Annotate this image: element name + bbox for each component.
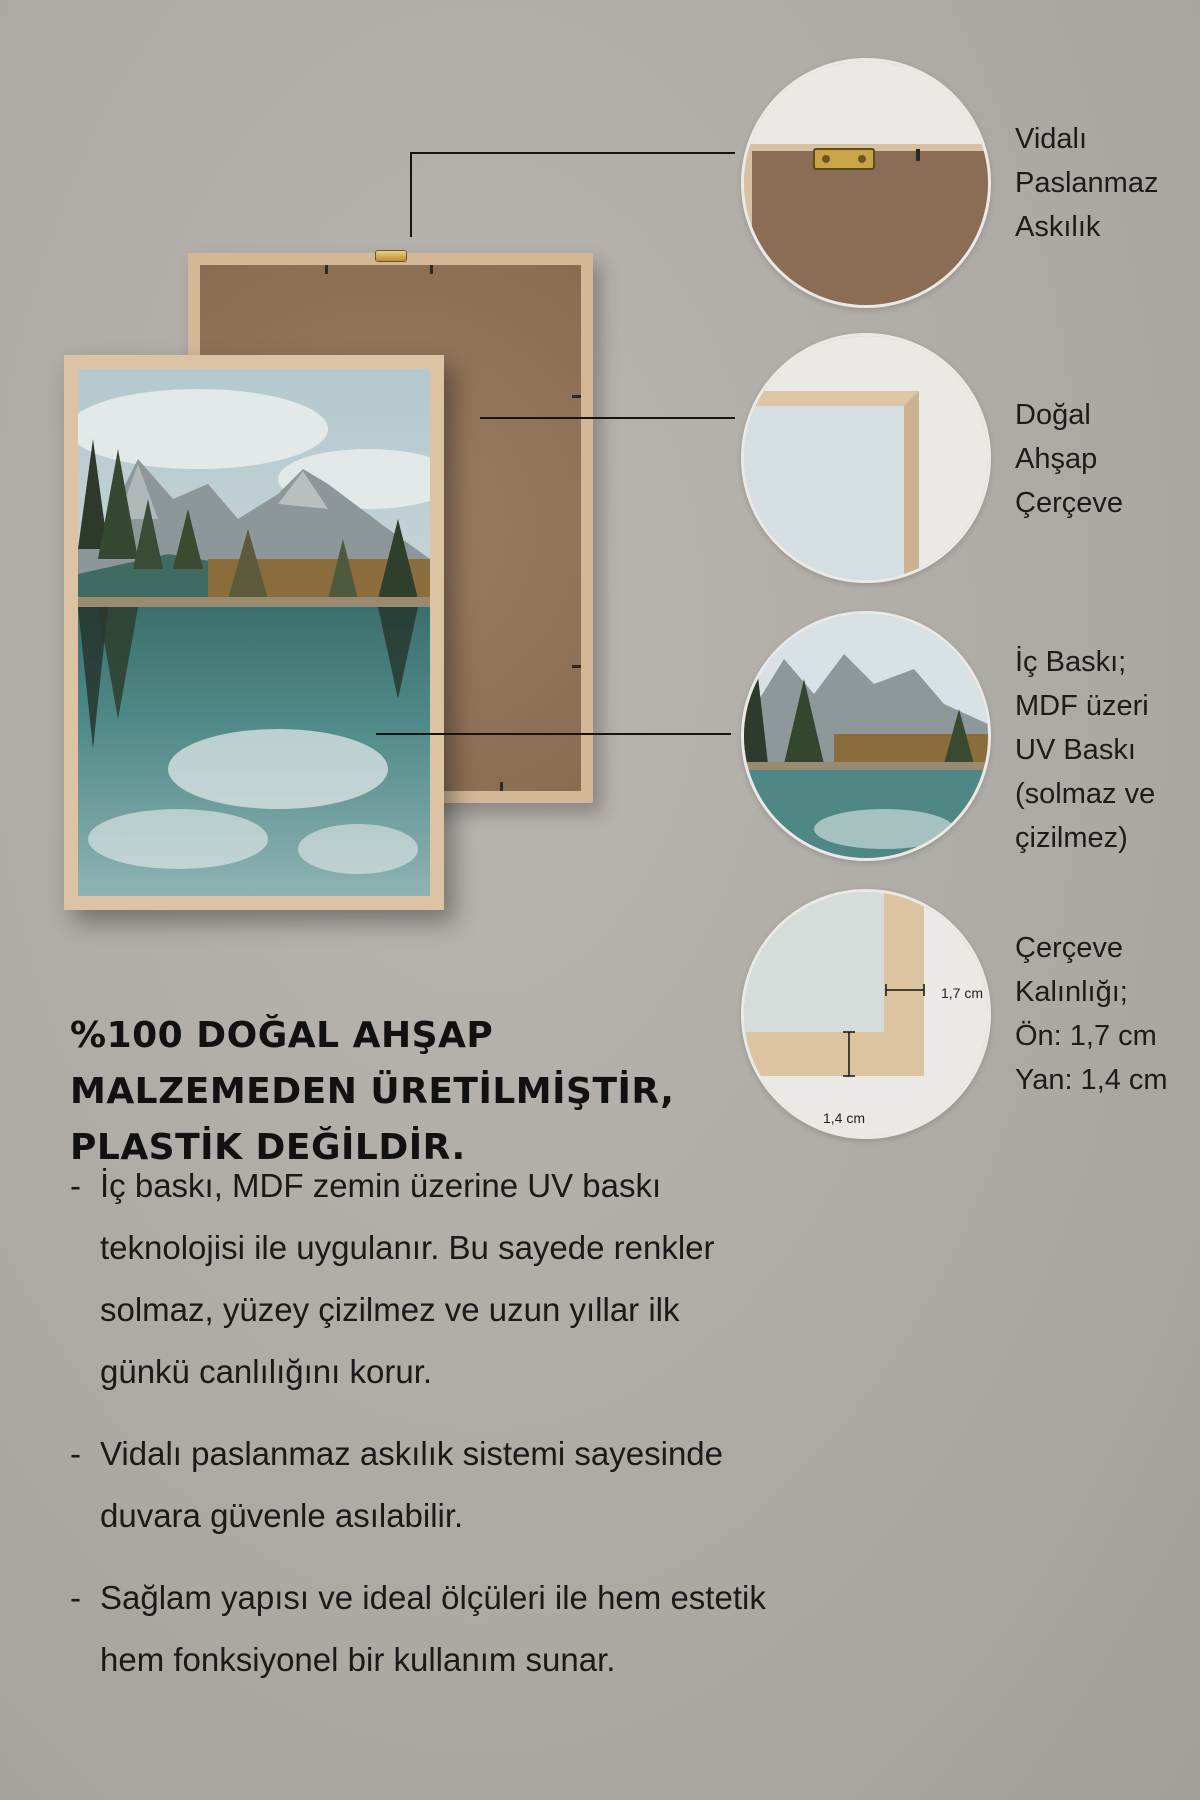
framed-print-front (64, 355, 444, 910)
thickness-detail-circle (741, 889, 991, 1139)
leader-line-hanger (410, 152, 735, 154)
feature-label-thickness: Çerçeve Kalınlığı; Ön: 1,7 cm Yan: 1,4 cm (1015, 932, 1168, 1096)
headline: %100 DOĞAL AHŞAP MALZEMEDEN ÜRETİLMİŞTİR, PLASTİK DEĞİLDİR. (70, 1015, 675, 1168)
feature-bullet-list (70, 1155, 770, 1711)
feature-label-frame: Doğal Ahşap Çerçeve (1015, 399, 1123, 519)
leader-line-frame (480, 417, 735, 419)
bullet-marker: - (70, 1167, 81, 1204)
hanger-detail-circle (741, 58, 991, 308)
hanger-icon (376, 251, 406, 261)
leader-line-hanger-vertical (410, 152, 412, 237)
bullet-marker: - (70, 1579, 81, 1616)
bullet-text: İç baskı, MDF zemin üzerine UV baskı teknolojisi ile uygulanır. Bu sayede renkler solmaz, yüzey çizilmez ve uzun yıllar ilk günkü canlılığını korur. (100, 1167, 715, 1390)
bullet-text: Sağlam yapısı ve ideal ölçüleri ile hem estetik hem fonksiyonel bir kullanım sunar. (100, 1579, 766, 1678)
front-thickness-mark: 1,7 cm (941, 985, 984, 1001)
list-item (70, 1155, 770, 1403)
list-item (70, 1567, 770, 1691)
bullet-marker: - (70, 1435, 81, 1472)
bullet-text: Vidalı paslanmaz askılık sistemi sayesinde duvara güvenle asılabilir. (100, 1435, 724, 1534)
frame-corner-detail-circle (741, 333, 991, 583)
lake-mountain-artwork (78, 369, 430, 896)
leader-line-print (376, 733, 731, 735)
side-thickness-mark: 1,4 cm (823, 1110, 866, 1126)
feature-label-hanger: Vidalı Paslanmaz Askılık (1015, 123, 1159, 243)
print-detail-circle (741, 611, 991, 861)
feature-label-print: İç Baskı; MDF üzeri UV Baskı (solmaz ve çizilmez) (1015, 646, 1156, 854)
list-item (70, 1423, 770, 1547)
